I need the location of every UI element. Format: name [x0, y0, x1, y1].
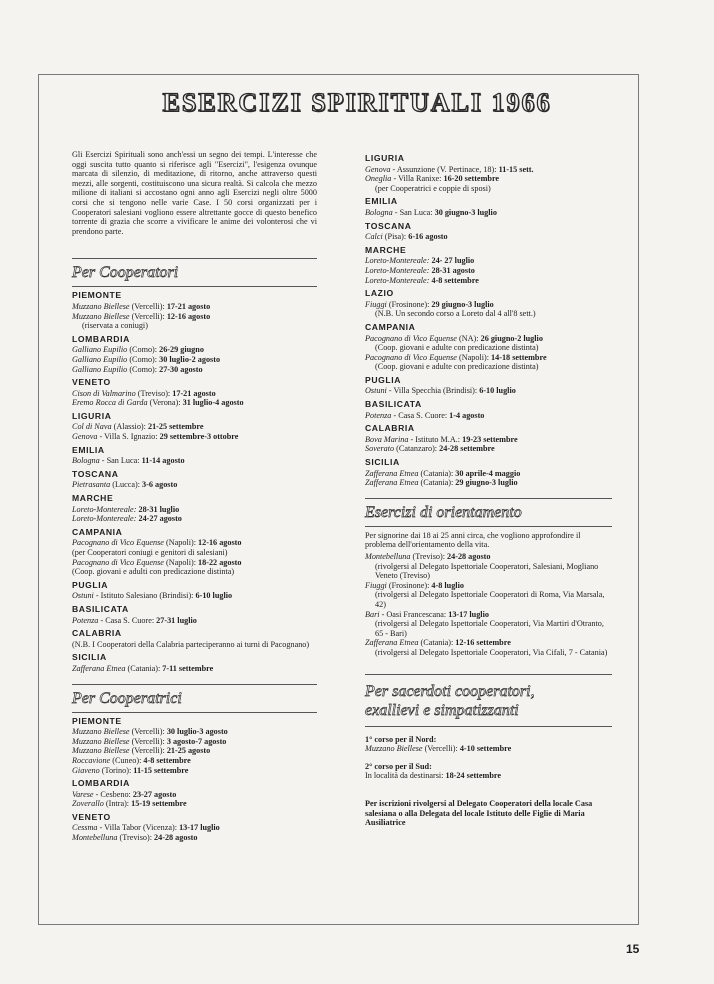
entry-line	[72, 312, 317, 322]
entry-text: (Vercelli):	[129, 736, 167, 746]
entry-line	[72, 616, 317, 626]
entry-line	[72, 514, 317, 524]
section-title-orientamento: Esercizi di orientamento	[365, 498, 612, 527]
entry-text: (Torino):	[99, 765, 134, 775]
entry-place: Fiuggi	[365, 580, 387, 590]
entry-date: 15-19 settembre	[131, 799, 187, 809]
entry-place: Ostuni	[365, 386, 387, 396]
region-heading: LOMBARDIA	[72, 333, 130, 344]
entry-line	[72, 345, 317, 355]
page-number: 15	[626, 942, 640, 956]
entry-text: (Coop. giovani e adulte con predicazione distinta)	[375, 343, 539, 353]
entry-date: 21-25 settembre	[147, 422, 204, 432]
region-heading: EMILIA	[72, 444, 105, 455]
entry-line	[72, 302, 317, 312]
entry-place: Giaveno	[72, 765, 100, 775]
orientamento-intro: Per signorine dai 18 ai 25 anni circa, che vogliono approfondire il problema dell'orientamento della vita.	[365, 530, 581, 550]
entry-line	[375, 648, 612, 658]
entry-date: 13-17 luglio	[448, 609, 489, 619]
entry-line	[72, 737, 317, 747]
region-heading: LIGURIA	[365, 153, 405, 163]
entry-text: - Cesbeno:	[93, 789, 133, 799]
entry-text: - Villa S. Ignazio:	[97, 432, 160, 442]
entry-place: Fiuggi	[365, 299, 387, 309]
entry-text: (Napoli):	[456, 352, 492, 362]
entry-line	[375, 562, 612, 581]
sacerdoti-title-line2: exallievi e simpatizzanti	[365, 701, 519, 719]
entry-place: Montebelluna	[72, 833, 118, 843]
entry-text: (Como):	[127, 345, 160, 355]
entry-line	[365, 232, 612, 242]
section-title-sacerdoti	[365, 674, 612, 727]
entry-line	[72, 766, 317, 776]
entry-text: (Vercelli):	[129, 727, 167, 737]
intro-paragraph: Gli Esercizi Spirituali sono anch'essi un segno dei tempi. L'interesse che oggi suscita tutto quanto si riferisce agli "Esercizi", l'esigenza ovunque marcata di silenzio, di meditazione, di ritorno, anche attraverso questi mezzi, alle sorgenti, costituiscono una sicura realtà. Si calcola che mezzo milione di italiani si accostano ogni anno agli Esercizi negli oltre 5000 corsi che si tengono nelle varie Case. I 50 corsi organizzati per i Cooperatori salesiani vogliono essere altrettante gocce di questo benefico torrente di grazia che scorre a vivificare le anime dei volonterosi che vi prendono parte.	[72, 150, 317, 236]
entry-place: Roccavione	[72, 755, 111, 765]
section-title-cooperatori: Per Cooperatori	[72, 258, 317, 287]
entry-place: Eremo Rocca di Garda	[72, 398, 148, 408]
entry-text: (Catania):	[125, 663, 163, 673]
entry-line	[365, 174, 612, 184]
course1-label: 1° corso per il Nord:	[365, 734, 437, 744]
entry-line	[72, 756, 317, 766]
entry-place: Pacognano di Vico Equense	[72, 538, 164, 548]
entry-line	[375, 309, 612, 319]
entry-text: (Catania):	[418, 638, 456, 648]
entry-line	[72, 591, 317, 601]
cooperatori-list	[72, 291, 317, 673]
region-heading: BASILICATA	[72, 603, 129, 614]
entry-date: 24-28 settembre	[439, 444, 495, 454]
entry-line	[365, 276, 612, 286]
entry-text: - Istituto Salesiano (Brindisi):	[93, 591, 196, 601]
entry-date: 27-30 agosto	[159, 364, 203, 374]
entry-place: Bova Marina	[365, 434, 409, 444]
entry-line	[375, 619, 612, 638]
entry-place: Muzzano Biellese	[72, 301, 130, 311]
entry-line	[365, 165, 612, 175]
entry-place: Zoverallo	[72, 799, 104, 809]
entry-place: Oneglia	[365, 174, 392, 184]
entry-place: Muzzano Biellese	[72, 746, 130, 756]
cooperatrici-list	[72, 717, 317, 843]
entry-date: 3-6 agosto	[142, 480, 178, 490]
region-heading: PIEMONTE	[72, 715, 122, 726]
entry-text: - Casa S. Cuore:	[391, 410, 450, 420]
entry-place: Loreto-Montereale:	[365, 265, 430, 275]
entry-place: Calci	[365, 232, 383, 242]
entry-place: Bologna	[365, 207, 393, 217]
course1-place: Muzzano Biellese	[365, 744, 423, 754]
entry-date: 24-28 agosto	[447, 552, 491, 561]
entry-line	[365, 444, 612, 454]
entry-text: (Napoli):	[163, 538, 199, 548]
entry-date: 17-21 agosto	[166, 301, 211, 311]
entry-date: 29 giugno-3 luglio	[431, 299, 494, 309]
entry-text: (Coop. giovani e adulti con predicazione distinta)	[72, 567, 235, 577]
entry-place: Pacognano di Vico Equense	[72, 557, 164, 567]
entry-text: - San Luca:	[99, 456, 142, 466]
entry-date: 18-22 agosto	[198, 557, 242, 567]
entry-place: Pacognano di Vico Equense	[365, 333, 457, 343]
entry-line	[365, 435, 612, 445]
entry-text: (N.B. I Cooperatori della Calabria parteciperanno ai turni di Pacognano)	[72, 639, 310, 649]
entry-date: 14-18 settembre	[491, 352, 547, 362]
entry-line	[72, 727, 317, 737]
entry-date: 29 giugno-3 luglio	[455, 478, 518, 488]
entry-line	[365, 552, 612, 562]
entry-text: (Catanzaro):	[394, 444, 440, 454]
entry-date: 6-16 agosto	[408, 232, 448, 242]
entry-text: (Coop. giovani e adulte con predicazione distinta)	[375, 362, 539, 372]
entry-place: Col di Nava	[72, 422, 112, 432]
entry-line	[365, 638, 612, 648]
entry-date: 24-27 agosto	[138, 514, 182, 524]
entry-line	[82, 321, 317, 331]
entry-line	[365, 469, 612, 479]
entry-line	[375, 362, 612, 372]
entry-date: 26 giugno-2 luglio	[480, 333, 543, 343]
entry-place: Zafferana Etnea	[72, 663, 126, 673]
entry-date: 29 settembre-3 ottobre	[159, 432, 239, 442]
region-heading: PUGLIA	[72, 579, 109, 590]
entry-place: Cison di Valmarino	[72, 388, 136, 398]
entry-text: (Frosinone):	[386, 299, 432, 309]
entry-text: (Vercelli):	[129, 311, 167, 321]
entry-text: (Pisa):	[382, 232, 409, 242]
entry-place: Bologna	[72, 456, 100, 466]
entry-date: 12-16 settembre	[455, 638, 511, 648]
region-heading: EMILIA	[365, 196, 398, 207]
entry-place: Potenza	[72, 615, 99, 625]
entry-line	[365, 300, 612, 310]
region-heading: CALABRIA	[72, 628, 122, 639]
entry-place: Muzzano Biellese	[72, 311, 130, 321]
region-heading: VENETO	[72, 811, 111, 822]
entry-date: 30 luglio-3 agosto	[166, 727, 228, 737]
entry-text: (Cuneo):	[110, 755, 144, 765]
region-heading: BASILICATA	[365, 399, 422, 410]
entry-date: 24- 27 luglio	[431, 256, 475, 266]
entry-date: 21-25 agosto	[166, 746, 211, 756]
course2-rest: In località da destinarsi:	[365, 771, 446, 781]
entry-line	[72, 538, 317, 548]
course1-date: 4-10 settembre	[459, 744, 512, 754]
region-heading: MARCHE	[365, 244, 407, 255]
entry-text: (N.B. Un secondo corso a Loreto dal 4 all'8 sett.)	[375, 309, 536, 319]
cooperatrici-list-continued	[365, 154, 612, 488]
entry-line	[365, 266, 612, 276]
entry-line	[72, 558, 317, 568]
left-column	[72, 150, 317, 843]
entry-text: (Intra):	[103, 799, 132, 809]
entry-line	[365, 208, 612, 218]
entry-line	[375, 184, 612, 194]
entry-line	[365, 256, 612, 266]
entry-text: - Villa Tabor (Vicenza):	[97, 823, 180, 833]
entry-line	[375, 590, 612, 609]
entry-place: Ostuni	[72, 591, 94, 601]
entry-text: (Treviso):	[117, 833, 155, 843]
course2-line	[365, 771, 612, 781]
entry-date: 7-11 settembre	[162, 663, 214, 673]
entry-place: Galliano Eupilio	[72, 354, 128, 364]
entry-line	[72, 480, 317, 490]
entry-date: 24-28 agosto	[154, 833, 198, 843]
entry-line	[72, 799, 317, 809]
entry-date: 30 aprile-4 maggio	[455, 468, 521, 478]
region-heading: LIGURIA	[72, 410, 112, 421]
entry-line	[72, 432, 317, 442]
entry-line	[72, 398, 317, 408]
entry-date: 27-31 luglio	[156, 615, 197, 625]
entry-place: Zafferana Etnea	[365, 468, 419, 478]
entry-date: 12-16 agosto	[166, 311, 211, 321]
entry-text: (rivolgersi al Delegato Ispettoriale Cooperatori, Via Cifali, 7 - Catania)	[375, 647, 608, 657]
entry-place: Loreto-Montereale:	[72, 504, 137, 514]
entry-text: (Verona):	[147, 398, 183, 408]
entry-date: 26-29 giugno	[159, 345, 204, 355]
entry-date: 16-20 settembre	[443, 174, 500, 184]
entry-text: (Napoli):	[163, 557, 199, 567]
entry-date: 4-8 luglio	[431, 580, 464, 590]
region-heading: PIEMONTE	[72, 290, 122, 301]
entry-date: 28-31 luglio	[138, 504, 180, 514]
entry-line	[365, 581, 612, 591]
orientamento-list	[365, 552, 612, 658]
region-heading: MARCHE	[72, 493, 114, 504]
region-heading: TOSCANA	[365, 220, 412, 231]
entry-date: 23-27 agosto	[132, 789, 177, 799]
entry-text: (riservata a coniugi)	[82, 321, 148, 331]
entry-line	[72, 664, 317, 674]
entry-line	[72, 422, 317, 432]
region-heading: CAMPANIA	[365, 321, 416, 332]
entry-date: 28-31 agosto	[431, 265, 475, 275]
entry-date: 6-10 luglio	[479, 386, 516, 396]
entry-place: Muzzano Biellese	[72, 727, 130, 737]
entry-text: (rivolgersi al Delegato Ispettoriale Cooperatori, Salesiani, Mogliano Veneto (Treviso)	[375, 561, 599, 581]
entry-date: 4-8 settembre	[431, 275, 479, 285]
entry-text: (rivolgersi al Delegato Ispettoriale Cooperatori, Via Martiri d'Otranto, 65 - Bari)	[375, 619, 604, 638]
region-heading: LAZIO	[365, 288, 394, 299]
sacerdoti-footer: Per iscrizioni rivolgersi al Delegato Cooperatori della locale Casa salesiana o alla Delegata del locale Istituto delle Figlie di Maria Ausiliatrice	[365, 798, 593, 828]
entry-text: - Istituto M.A.:	[408, 434, 463, 444]
entry-text: (Frosinone):	[386, 580, 432, 590]
region-heading: VENETO	[72, 377, 111, 388]
entry-line	[375, 343, 612, 353]
entry-line	[72, 746, 317, 756]
entry-place: Pietrasanta	[72, 480, 111, 490]
entry-place: Genova	[365, 164, 391, 174]
entry-place: Cessma	[72, 823, 98, 833]
course1-line	[365, 744, 612, 754]
entry-date: 13-17 luglio	[179, 823, 220, 833]
entry-text: (Treviso):	[135, 388, 173, 398]
entry-text: (Treviso):	[410, 552, 448, 561]
entry-line	[365, 411, 612, 421]
right-column	[365, 150, 612, 828]
entry-place: Pacognano di Vico Equense	[365, 352, 457, 362]
entry-text: (Lucca):	[110, 480, 143, 490]
course2-label: 2° corso per il Sud:	[365, 761, 432, 771]
entry-place: Montebelluna	[365, 552, 411, 561]
entry-line	[72, 548, 317, 558]
entry-date: 11-15 settembre	[133, 765, 189, 775]
entry-place: Genova	[72, 432, 98, 442]
entry-text: (Catania):	[418, 478, 456, 488]
entry-date: 30 luglio-2 agosto	[159, 354, 221, 364]
entry-line	[365, 478, 612, 488]
entry-date: 12-16 agosto	[198, 538, 242, 548]
entry-line	[72, 365, 317, 375]
region-heading: CAMPANIA	[72, 526, 123, 537]
region-heading: PUGLIA	[365, 374, 402, 385]
entry-date: 30 giugno-3 luglio	[434, 207, 497, 217]
entry-line	[72, 567, 317, 577]
entry-date: 19-23 settembre	[462, 434, 518, 444]
entry-place: Soverato	[365, 444, 395, 454]
entry-line	[72, 505, 317, 515]
entry-text: (Como):	[127, 354, 160, 364]
entry-line	[365, 353, 612, 363]
entry-text: - Assunzione (V. Pertinace, 18):	[390, 164, 499, 174]
entry-text: - San Luca:	[392, 207, 435, 217]
entry-date: 11-15 sett.	[498, 164, 534, 174]
entry-text: - Casa S. Cuore:	[98, 615, 157, 625]
entry-text: (rivolgersi al Delegato Ispettoriale Cooperatori di Roma, Via Marsala, 42)	[375, 590, 605, 609]
entry-text: - Oasi Francescana:	[379, 609, 449, 619]
region-heading: SICILIA	[365, 457, 400, 468]
sacerdoti-title-line1: Per sacerdoti cooperatori,	[365, 682, 535, 700]
entry-place: Bari	[365, 609, 380, 619]
entry-text: (NA):	[456, 333, 481, 343]
entry-date: 4-8 settembre	[143, 755, 191, 765]
entry-text: - Villa Specchia (Brindisi):	[386, 386, 480, 396]
entry-date: 3 agosto-7 agosto	[166, 736, 227, 746]
entry-date: 1-4 agosto	[449, 410, 485, 420]
page-title: ESERCIZI SPIRITUALI 1966	[162, 88, 552, 117]
entry-line	[365, 610, 612, 620]
entry-place: Muzzano Biellese	[72, 736, 130, 746]
section-title-cooperatrici: Per Cooperatrici	[72, 684, 317, 713]
region-heading: TOSCANA	[72, 468, 119, 479]
entry-date: 31 luglio-4 agosto	[182, 398, 244, 408]
entry-line	[72, 389, 317, 399]
entry-place: Varese	[72, 789, 94, 799]
entry-place: Loreto-Montereale:	[72, 514, 137, 524]
entry-line	[72, 823, 317, 833]
region-heading: CALABRIA	[365, 423, 415, 434]
entry-text: (Vercelli):	[129, 746, 167, 756]
entry-place: Potenza	[365, 410, 392, 420]
entry-line	[72, 355, 317, 365]
entry-place: Galliano Eupilio	[72, 364, 128, 374]
entry-line	[365, 386, 612, 396]
entry-place: Galliano Eupilio	[72, 345, 128, 355]
entry-text: (Vercelli):	[129, 301, 167, 311]
region-heading: LOMBARDIA	[72, 778, 130, 789]
entry-line	[72, 456, 317, 466]
entry-line	[365, 334, 612, 344]
entry-place: Zafferana Etnea	[365, 478, 419, 488]
entry-line	[72, 640, 317, 650]
course2-date: 18-24 settembre	[445, 771, 502, 781]
entry-text: (Alassio):	[111, 422, 148, 432]
entry-line	[72, 833, 317, 843]
entry-place: Zafferana Etnea	[365, 638, 419, 648]
region-heading: SICILIA	[72, 652, 107, 663]
entry-date: 11-14 agosto	[141, 456, 185, 466]
entry-text: (Catania):	[418, 468, 456, 478]
entry-date: 17-21 agosto	[172, 388, 216, 398]
entry-text: - Villa Ranixe:	[391, 174, 444, 184]
course1-rest: (Vercelli):	[422, 744, 460, 754]
entry-date: 6-10 luglio	[195, 591, 233, 601]
entry-place: Loreto-Montereale:	[365, 256, 430, 266]
entry-place: Loreto-Montereale:	[365, 275, 430, 285]
entry-text: (Como):	[127, 364, 160, 374]
entry-text: (per Cooperatrici e coppie di sposi)	[375, 183, 491, 193]
entry-line	[72, 790, 317, 800]
entry-text: (per Cooperatori coniugi e genitori di salesiani)	[72, 548, 228, 557]
